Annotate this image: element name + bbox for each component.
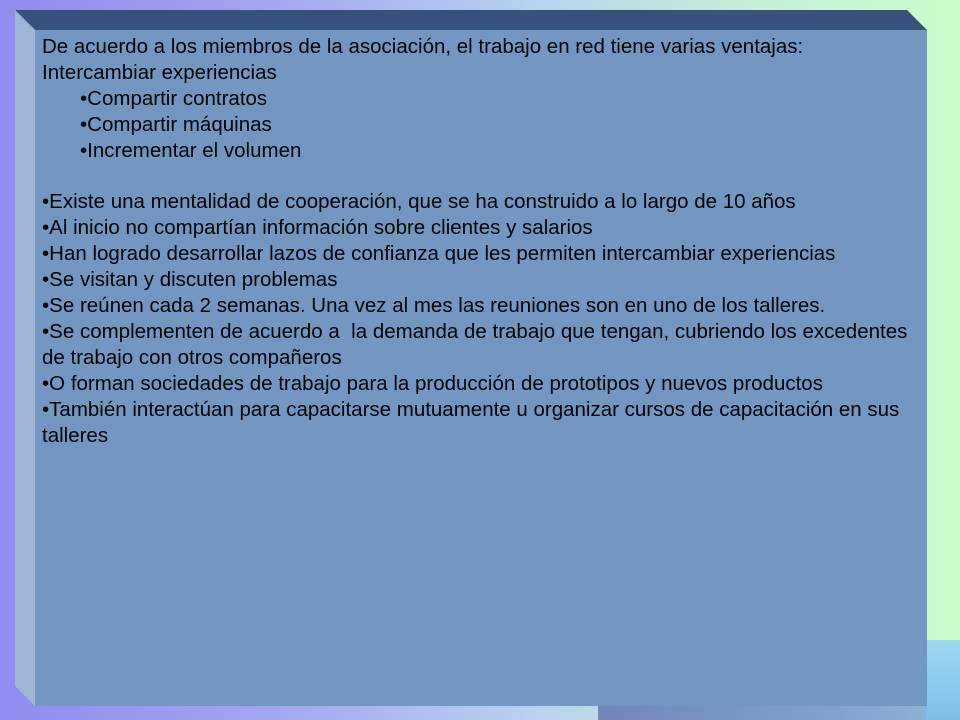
sub-bullet-item: •Compartir contratos [80,86,268,110]
bullet-item: •Al inicio no compartían información sobre clientes y salarios [42,216,593,240]
sub-bullet-item: •Compartir máquinas [80,112,272,136]
bullet-item: •Han logrado desarrollar lazos de confianza que les permiten intercambiar experiencias [42,242,836,266]
text-box [35,30,927,706]
background-band-right [926,640,960,720]
subheading: Intercambiar experiencias [42,60,277,84]
text-box-left-bevel [15,10,35,706]
intro-text: De acuerdo a los miembros de la asociación, el trabajo en red tiene varias ventajas: [42,35,804,58]
bullet-item: •Existe una mentalidad de cooperación, que se ha construido a lo largo de 10 años [42,190,796,214]
bullet-item: •Se complementen de acuerdo a la demanda de trabajo que tengan, cubriendo los excedentes de trabajo con otros compañeros [42,319,914,369]
bullet-item: •O forman sociedades de trabajo para la producción de prototipos y nuevos productos [42,371,823,395]
blank-line [42,164,919,190]
bullet-item: •También interactúan para capacitarse mutuamente u organizar cursos de capacitación en sus talleres [42,397,905,447]
text-box-top-bevel [15,10,927,30]
bullet-item: •Se visitan y discuten problemas [42,268,338,292]
bullet-item: •Se reúnen cada 2 semanas. Una vez al mes las reuniones son en uno de los talleres. [42,294,826,318]
sub-bullet-item: •Incrementar el volumen [80,138,302,162]
